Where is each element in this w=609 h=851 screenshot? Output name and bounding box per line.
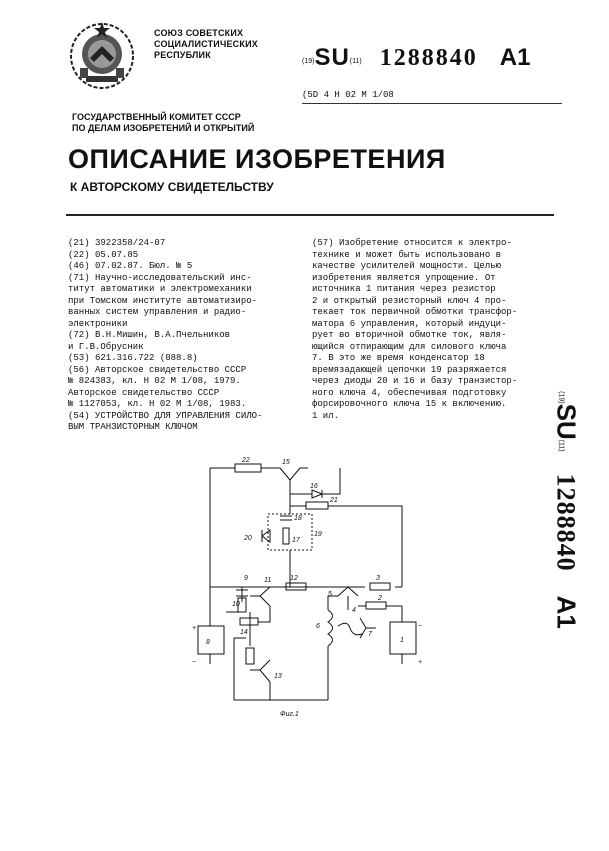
- biblio-line: Авторское свидетельство СССР: [68, 387, 220, 398]
- resistor-2: [366, 602, 386, 609]
- publication-number: [302, 44, 530, 72]
- circuit-diagram: [180, 450, 440, 722]
- polarity-plus: +: [418, 659, 423, 666]
- biblio-line: и Г.В.Обрусник: [68, 341, 144, 352]
- label-11: 11: [264, 577, 272, 584]
- biblio-line: ВЫМ ТРАНЗИСТОРНЫМ КЛЮЧОМ: [68, 422, 198, 432]
- biblio-line: (53) 621.316.722 (088.8): [68, 353, 198, 363]
- abstract-line: через диоды 20 и 16 и базу транзистор-: [312, 376, 518, 386]
- abstract-line: изобретения является упрощение. От: [312, 272, 496, 283]
- capacitor-18: [280, 516, 292, 520]
- document-subtitle: К АВТОРСКОМУ СВИДЕТЕЛЬСТВУ: [70, 180, 274, 194]
- resistor-13-bias: [246, 648, 254, 664]
- abstract-line: матора 6 управления, который индуци-: [312, 318, 507, 329]
- resistor-3: [370, 583, 390, 590]
- biblio-line: ванных систем управления и радио-: [68, 307, 247, 317]
- wire: [226, 606, 270, 622]
- abstract-line: 2 и открытый резисторный ключ 4 про-: [312, 295, 507, 306]
- side-kind-code: A1: [551, 595, 582, 629]
- country-code: SU: [314, 44, 350, 71]
- transistor-11: [250, 587, 270, 606]
- label-20: 20: [244, 535, 252, 542]
- abstract-line: источника 1 питания через резистор: [312, 284, 496, 294]
- committee-name: [72, 112, 254, 134]
- state-name: [154, 28, 258, 61]
- resistor-21: [306, 502, 328, 509]
- label-4: 4: [352, 607, 356, 614]
- abstract-line: (57) Изобретение относится к электро-: [312, 238, 512, 248]
- biblio-line: (54) УСТРОЙСТВО ДЛЯ УПРАВЛЕНИЯ СИЛО-: [68, 410, 263, 421]
- transistor-15: [280, 468, 300, 506]
- label-17: 17: [292, 537, 300, 544]
- transistor-13: [250, 660, 270, 700]
- patent-number: 1288840: [379, 45, 478, 71]
- abstract-line: форсировочного ключа 15 к включению.: [312, 399, 507, 409]
- side-inid-19: (19): [557, 391, 565, 404]
- state-line: РЕСПУБЛИК: [154, 50, 211, 60]
- abstract-line: 1 ил.: [312, 410, 340, 421]
- ussr-emblem-icon: [66, 18, 138, 92]
- committee-line: ГОСУДАРСТВЕННЫЙ КОМИТЕТ СССР: [72, 112, 241, 122]
- label-7: 7: [368, 631, 372, 638]
- label-1: 1: [400, 637, 404, 644]
- kind-code: A1: [499, 44, 531, 71]
- biblio-line: (71) Научно-исследовательский инс-: [68, 272, 252, 283]
- abstract-line: ющийся отпирающим для силового ключа: [312, 341, 507, 352]
- label-16: 16: [310, 483, 318, 490]
- secondary-winding: [338, 623, 362, 635]
- label-15: 15: [282, 459, 290, 466]
- divider: [302, 103, 562, 104]
- biblio-line: (56) Авторское свидетельство СССР: [68, 364, 247, 375]
- resistor-14: [240, 618, 258, 625]
- biblio-line: (72) В.Н.Мишин, В.А.Пчельников: [68, 330, 231, 340]
- committee-line: ПО ДЕЛАМ ИЗОБРЕТЕНИЙ И ОТКРЫТИЙ: [72, 123, 255, 133]
- document-title: ОПИСАНИЕ ИЗОБРЕТЕНИЯ: [68, 144, 446, 174]
- wire: [290, 506, 402, 587]
- abstract-line: 7. В это же время конденсатор 18: [312, 353, 485, 363]
- side-patent-number: 1288840: [551, 473, 581, 572]
- abstract-line: времязадающей цепочки 19 разряжается: [312, 364, 507, 375]
- transformer-6: [328, 610, 333, 646]
- abstract-line: ного ключа 4, обеспечивая подготовку: [312, 387, 507, 398]
- inid-19: (19): [302, 58, 315, 65]
- bibliographic-data: [68, 238, 292, 434]
- biblio-line: электроники: [68, 318, 128, 329]
- label-22: 22: [242, 457, 250, 464]
- side-inid-11: (11): [557, 439, 565, 452]
- side-country-code: SU: [551, 403, 582, 440]
- label-2: 2: [378, 595, 382, 602]
- resistor-17: [283, 528, 289, 544]
- abstract-line: рует во вторичной обмотке ток, явля-: [312, 330, 507, 340]
- label-12: 12: [290, 575, 298, 582]
- biblio-line: (22) 05.07.85: [68, 249, 139, 260]
- label-3: 3: [376, 575, 380, 582]
- rc-chain-19: [268, 514, 312, 550]
- biblio-line: (21) 3922358/24-07: [68, 238, 166, 248]
- abstract-line: текает ток первичной обмотки трансфор-: [312, 307, 518, 317]
- biblio-line: при Томском институте автоматизиро-: [68, 295, 258, 306]
- resistor-22: [235, 464, 261, 472]
- side-publication-number: [536, 330, 596, 690]
- diode-20: [262, 530, 270, 542]
- biblio-line: № 1127053, кл. Н 02 М 1/08, 1983.: [68, 399, 247, 409]
- polarity-plus: +: [192, 625, 197, 632]
- abstract: [312, 238, 534, 422]
- label-19: 19: [314, 531, 322, 538]
- label-8: 8: [206, 639, 210, 646]
- label-18: 18: [294, 515, 302, 522]
- polarity-minus: −: [192, 659, 197, 666]
- state-line: СОЮЗ СОВЕТСКИХ: [154, 28, 244, 38]
- biblio-line: (46) 07.02.87. Бюл. № 5: [68, 261, 193, 271]
- label-14: 14: [240, 629, 248, 636]
- biblio-line: титут автоматики и электромеханики: [68, 284, 252, 294]
- label-13: 13: [274, 673, 282, 680]
- block-8: [198, 626, 224, 654]
- label-10: 10: [232, 601, 240, 608]
- abstract-line: технике и может быть использовано в: [312, 249, 502, 260]
- inid-11: (11): [349, 58, 362, 65]
- abstract-line: качестве усилителей мощности. Целью: [312, 261, 502, 271]
- label-5: 5: [328, 591, 332, 598]
- divider: [66, 214, 554, 216]
- label-21: 21: [330, 497, 338, 504]
- label-9: 9: [244, 575, 248, 582]
- figure-caption: Фиг.1: [280, 711, 299, 718]
- polarity-minus: −: [418, 623, 423, 630]
- ipc-class: (5D 4 H 02 M 1/08: [302, 90, 394, 100]
- wire: [234, 638, 328, 700]
- state-line: СОЦИАЛИСТИЧЕСКИХ: [154, 39, 258, 49]
- biblio-line: № 824383, кл. Н 02 М 1/08, 1979.: [68, 376, 241, 386]
- label-6: 6: [316, 623, 320, 630]
